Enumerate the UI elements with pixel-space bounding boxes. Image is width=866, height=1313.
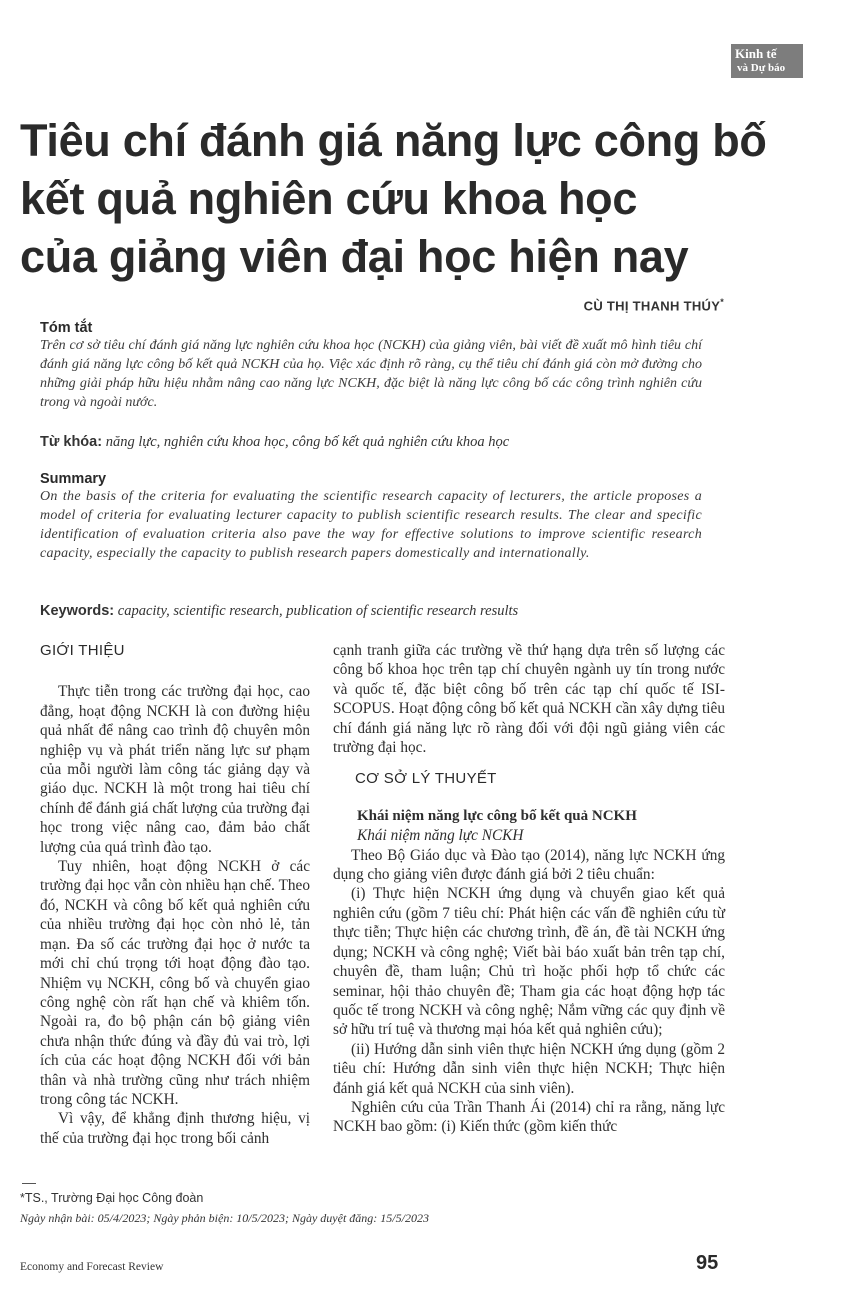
- title-line: Tiêu chí đánh giá năng lực công bố: [20, 115, 767, 166]
- abstract-vi-heading: Tóm tắt: [40, 320, 93, 336]
- submission-dates: Ngày nhận bài: 05/4/2023; Ngày phản biện: 10/5/2023; Ngày duyệt đăng: 15/5/2023: [20, 1211, 429, 1225]
- body-paragraph: (ii) Hướng dẫn sinh viên thực hiện NCKH ứng dụng (gồm 2 tiêu chí: Hướng dẫn sinh viên thực hiện NCKH; Thực hiện đánh giá kết quả NCKH của sinh viên).: [333, 1040, 725, 1097]
- footnote: *TS., Trường Đại học Công đoàn: [20, 1191, 204, 1205]
- author-name: [584, 297, 724, 313]
- article-title: [20, 112, 767, 286]
- author-footnote-mark: *: [720, 297, 724, 307]
- subheading: Khái niệm năng lực công bố kết quả NCKH: [357, 807, 637, 824]
- author-name-text: CÙ THỊ THANH THÚY: [583, 298, 721, 314]
- abstract-en-text: On the basis of the criteria for evaluating the scientific research capacity of lecturers, the article proposes a model of criteria for evaluating lecturer capacity to publish scientific research results. The clear and specific identification of evaluation criteria also pave the way for effective solutions to improve scientific research capacity, especially the capacity to publish research papers domestically and internationally.: [40, 489, 702, 561]
- body-paragraph: Nghiên cứu của Trần Thanh Ái (2014) chỉ ra rằng, năng lực NCKH bao gồm: (i) Kiến thức (gồm kiến thức: [333, 1098, 725, 1136]
- logo-line-1: Kinh tế: [735, 46, 777, 61]
- keywords-vi-label: Từ khóa:: [40, 434, 103, 450]
- page-number: 95: [696, 1252, 719, 1274]
- body-paragraph: Vì vậy, để khẳng định thương hiệu, vị thế của trường đại học trong bối cảnh: [40, 1110, 310, 1147]
- abstract-en: [40, 471, 702, 563]
- title-line: của giảng viên đại học hiện nay: [20, 231, 689, 282]
- abstract-vi-text: Trên cơ sở tiêu chí đánh giá năng lực nghiên cứu khoa học (NCKH) của giảng viên, bài viết đề xuất mô hình tiêu chí đánh giá năng lực công bố kết quả NCKH của họ. Việc xác định rõ ràng, cụ thể tiêu chí đánh giá còn mở đường cho những giải pháp hữu hiệu nhằm nâng cao năng lực NCKH, đặc biệt là năng lực công bố các công trình nghiên cứu trong và ngoài nước.: [40, 338, 702, 410]
- body-paragraph: Thực tiễn trong các trường đại học, cao đẳng, hoạt động NCKH là con đường hiệu quả nhất để nâng cao trình độ chuyên môn nghiệp vụ và phát triển năng lực sư phạm của mỗi người làm công tác giảng dạy và giáo dục. NCKH là một trong hai tiêu chí chính để đánh giá chất lượng của trường đại học trong việc nâng cao, đảm bảo chất lượng của quá trình đào tạo.: [40, 683, 310, 856]
- keywords-en-text: capacity, scientific research, publication of scientific research results: [117, 603, 519, 619]
- subheading-italic: Khái niệm năng lực NCKH: [357, 827, 524, 845]
- journal-logo: [731, 44, 803, 78]
- keywords-en: [40, 603, 702, 620]
- abstract-en-heading: Summary: [40, 471, 107, 487]
- keywords-en-label: Keywords:: [40, 603, 115, 619]
- section-heading-theory: CƠ SỞ LÝ THUYẾT: [355, 770, 497, 788]
- keywords-vi: [40, 434, 702, 451]
- abstract-vi: [40, 320, 702, 412]
- body-paragraph: Tuy nhiên, hoạt động NCKH ở các trường đại học vẫn còn nhiều hạn chế. Theo đó, NCKH và công bố kết quả nghiên cứu của nhiều trường đại học còn nhỏ lẻ, tản mạn. Đa số các trường đại học ở nước ta mới chỉ chú trọng tới hoạt động đào tạo. Nhiệm vụ NCKH, công bố và chuyển giao công nghệ còn rất hạn chế và khiêm tốn. Ngoài ra, đo bộ phận cán bộ giảng viên chưa nhận thức đúng và đầy đủ vai trò, lợi ích của các hoạt động NCKH đối với bản thân và nhà trường cũng như trách nhiệm trong công tác NCKH.: [40, 858, 310, 1108]
- body-paragraph: Theo Bộ Giáo dục và Đào tạo (2014), năng lực NCKH ứng dụng cho giảng viên được đánh giá bởi 2 tiêu chuẩn:: [333, 846, 725, 884]
- logo-line-2: và Dự báo: [737, 62, 786, 74]
- journal-name: Economy and Forecast Review: [20, 1261, 164, 1273]
- title-line: kết quả nghiên cứu khoa học: [20, 173, 638, 224]
- section-heading-intro: GIỚI THIỆU: [40, 642, 125, 659]
- left-column: [40, 641, 310, 1148]
- right-column: [333, 641, 725, 1137]
- footnote-rule: [22, 1183, 36, 1184]
- body-paragraph: (i) Thực hiện NCKH ứng dụng và chuyển giao kết quả nghiên cứu (gồm 7 tiêu chí: Phát hiện các vấn đề nghiên cứu từ thực tiễn; Thực hiện các chương trình, đề án, đề tài NCKH ứng dụng; NCKH và công nghệ; Viết bài báo xuất bản trên tạp chí, chuyên đề, tham luận; Chủ trì hoặc phối hợp tổ chức các seminar, hội thảo chuyên đề; Tham gia các hoạt động hợp tác quốc tế trong NCKH và công nghệ; Nắm vững các quy định về sở hữu trí tuệ và thương mại hóa kết quả nghiên cứu);: [333, 885, 725, 1039]
- body-paragraph: cạnh tranh giữa các trường về thứ hạng dựa trên số lượng các công bố khoa học trên tạp chí chuyên ngành uy tín trong nước và quốc tế, đặc biệt công bố trên các tạp chí quốc tế ISI-SCOPUS. Hoạt động công bố kết quả NCKH cần xây dựng tiêu chí đánh giá năng lực rõ ràng đối với đội ngũ giảng viên các trường đại học.: [333, 642, 725, 757]
- keywords-vi-text: năng lực, nghiên cứu khoa học, công bố kết quả nghiên cứu khoa học: [105, 434, 510, 450]
